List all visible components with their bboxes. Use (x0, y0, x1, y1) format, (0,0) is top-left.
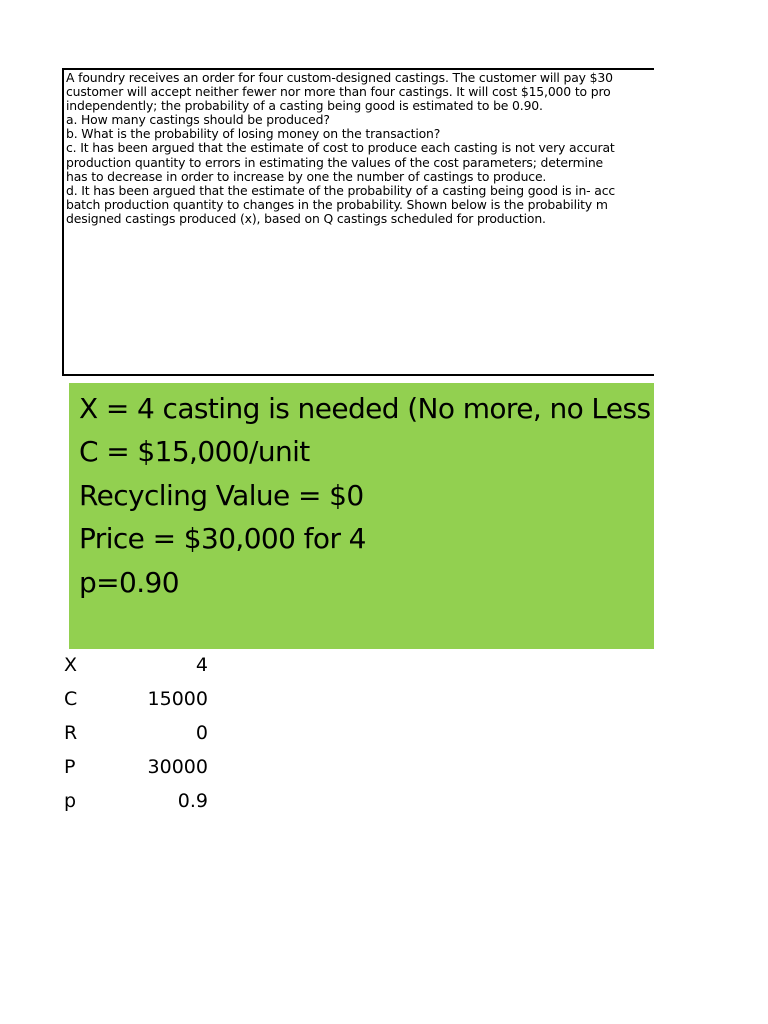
problem-line: production quantity to errors in estimating the values of the cost parameters; determine (66, 154, 603, 170)
problem-line: has to decrease in order to increase by one the number of castings to produce. (66, 168, 547, 184)
problem-statement-text (66, 71, 682, 226)
parameter-value: 0 (195, 722, 208, 744)
parameter-name: p (64, 790, 77, 812)
problem-statement-box (62, 68, 682, 376)
parameter-value: 30000 (147, 756, 208, 778)
parameter-row (64, 784, 214, 818)
parameter-row (64, 716, 214, 750)
problem-line: independently; the probability of a casting being good is estimated to be 0.90. (66, 98, 543, 114)
problem-line: d. It has been argued that the estimate of the probability of a casting being good is in- acc (66, 182, 616, 198)
parameter-name: R (64, 722, 78, 744)
parameter-name: X (64, 654, 78, 676)
problem-line: b. What is the probability of losing money on the transaction? (66, 126, 441, 142)
problem-line: a. How many castings should be produced? (66, 112, 330, 128)
parameter-row (64, 750, 214, 784)
page-right-margin (654, 0, 768, 1024)
parameter-value: 15000 (147, 688, 208, 710)
parameter-name: C (64, 688, 78, 710)
parameter-value: 0.9 (177, 790, 208, 812)
parameter-name: P (64, 756, 76, 778)
given-line: p=0.90 (79, 565, 179, 599)
given-line: C = $15,000/unit (79, 435, 310, 469)
parameter-table (64, 648, 214, 818)
problem-line: A foundry receives an order for four custom-designed castings. The customer will pay $30 (66, 70, 613, 85)
problem-line: designed castings produced (x), based on Q castings scheduled for production. (66, 210, 546, 226)
given-line: X = 4 casting is needed (No more, no Less (79, 392, 651, 425)
given-line: Price = $30,000 for 4 (79, 522, 366, 556)
problem-line: customer will accept neither fewer nor more than four castings. It will cost $15,000 to pro (66, 84, 611, 100)
given-line: Recycling Value = $0 (79, 478, 364, 512)
problem-line: c. It has been argued that the estimate of cost to produce each casting is not very accurat (66, 140, 615, 156)
parameter-value: 4 (195, 654, 208, 676)
parameter-row (64, 682, 214, 716)
given-values-panel (69, 383, 669, 649)
parameter-row (64, 648, 214, 682)
problem-line: batch production quantity to changes in the probability. Shown below is the probability m (66, 196, 608, 212)
given-values-text (79, 387, 669, 604)
